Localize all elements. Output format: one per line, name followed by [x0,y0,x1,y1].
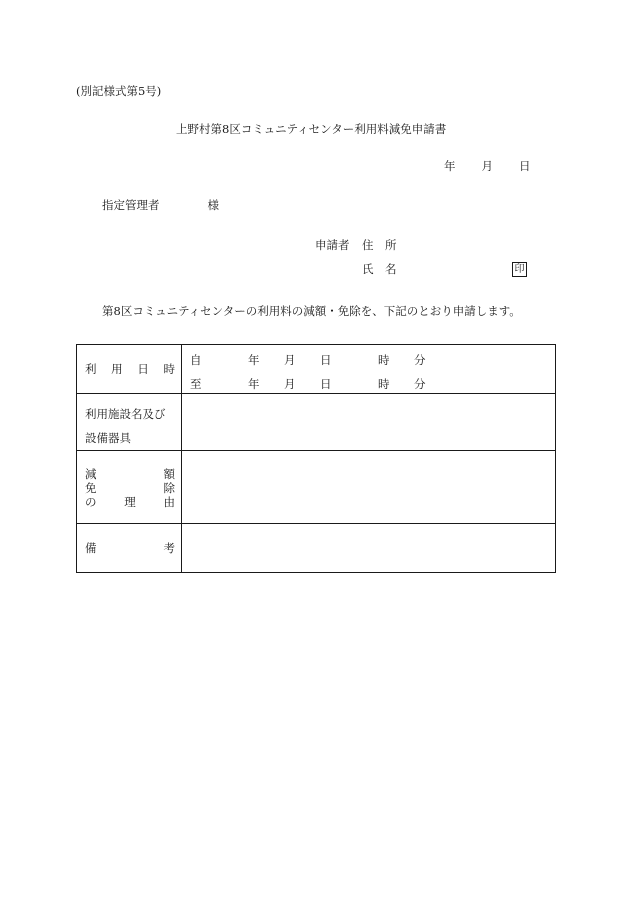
remarks-field[interactable] [182,524,556,573]
reason-field[interactable] [182,451,556,524]
facility-label: 利用施設名及び 設備器具 [77,394,182,451]
application-statement: 第8区コミュニティセンターの利用料の減額・免除を、下記のとおり申請します。 [102,304,521,318]
date-line [444,161,531,173]
date-year-label: 年 [444,159,456,173]
form-number: (別記様式第5号) [76,84,162,98]
addressee-label: 指定管理者 [102,198,160,212]
facility-field[interactable] [182,394,556,451]
addressee-honorific: 様 [207,198,219,212]
usage-datetime-field[interactable] [182,345,556,394]
usage-datetime-label: 利 用 日 時 [77,345,182,394]
remarks-label: 備 考 [77,524,182,573]
table-row-facility [77,394,556,451]
addressee [102,200,219,212]
document-title: 上野村第8区コミュニティセンター利用料減免申請書 [176,122,447,136]
table-row-remarks [77,524,556,573]
name-label: 氏 名 [362,262,397,276]
date-day-label: 日 [519,159,531,173]
seal-mark: 印 [512,262,527,277]
applicant-label: 申請者 [315,238,350,252]
application-table [76,344,556,573]
table-row-reason [77,451,556,524]
table-row-usage-datetime [77,345,556,394]
reason-label: 減 額 免 除 の 理 由 [77,451,182,524]
datetime-to-line: 至 年 月 日 時 分 [190,377,426,391]
datetime-from-line: 自 年 月 日 時 分 [190,353,426,367]
address-label: 住 所 [362,238,397,252]
date-month-label: 月 [481,159,493,173]
